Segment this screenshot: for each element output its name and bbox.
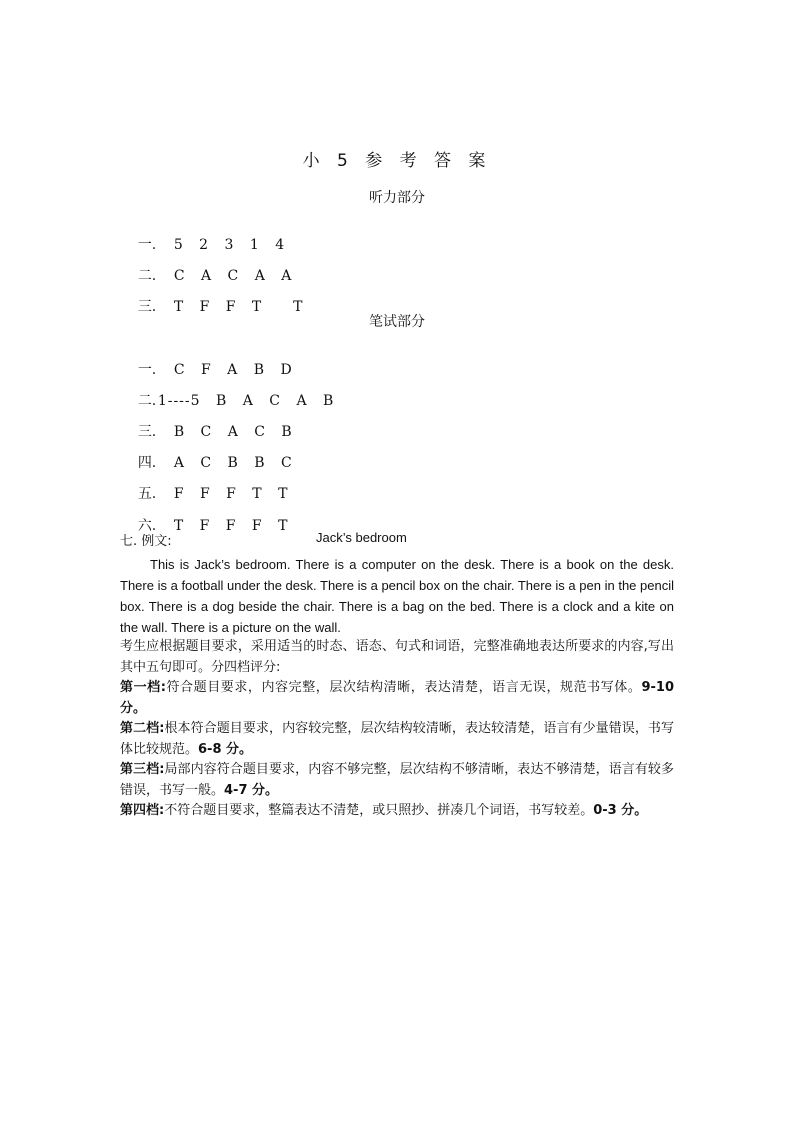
- listening-heading: 听力部分: [369, 190, 425, 206]
- scoring-criteria: [120, 637, 674, 822]
- criteria-intro: 考生应根据题目要求，采用适当的时态、语态、句式和词语，完整准确地表达所要求的内容,写出其中五句即可。分四档评分:: [120, 639, 674, 675]
- level-score: 0-3 分。: [593, 803, 648, 818]
- level-desc: 不符合题目要求，整篇表达不清楚，或只照抄、拼凑几个词语，书写较差。: [164, 803, 594, 818]
- row-answers: A C B B C: [173, 455, 293, 471]
- essay-label: 七. 例文:: [120, 534, 172, 549]
- criteria-level-2: [120, 719, 674, 760]
- criteria-level-4: [120, 801, 674, 822]
- page-title: 小 5 参 考 答 案: [302, 151, 492, 171]
- row-answers: 5 2 3 1 4: [173, 237, 286, 253]
- criteria-level-3: [120, 760, 674, 801]
- essay-title: Jack’s bedroom: [316, 530, 407, 545]
- level-name: 第三档:: [120, 762, 165, 777]
- level-desc: 符合题目要求，内容完整，层次结构清晰，表达清楚，语言无误，规范书写体。: [165, 680, 642, 695]
- row-number: 三.: [137, 424, 157, 440]
- row-answers: C A C A A: [173, 268, 293, 284]
- row-answers: B C A C B: [173, 424, 293, 440]
- row-number: 六.: [137, 518, 157, 534]
- row-number: 一.: [137, 237, 157, 253]
- level-desc: 局部内容符合题目要求，内容不够完整，层次结构不够清晰，表达不够清楚，语言有较多错误，书写一般。: [120, 762, 674, 798]
- row-number: 二.: [137, 268, 157, 284]
- level-score: 9-10 分。: [120, 680, 674, 716]
- row-answers: C F A B D: [173, 362, 293, 378]
- level-score: 6-8 分。: [198, 741, 253, 757]
- written-heading: 笔试部分: [369, 314, 425, 330]
- row-answers: T F F F T: [173, 518, 289, 534]
- level-score: 4-7 分。: [224, 782, 279, 798]
- row-number: 一.: [137, 362, 157, 378]
- row-number: 二.: [137, 393, 157, 409]
- row-answers: F F F T T: [173, 486, 289, 502]
- level-name: 第二档:: [120, 721, 165, 736]
- row-number: 五.: [137, 486, 157, 502]
- row-number: 四.: [137, 455, 157, 471]
- essay-text: This is Jack’s bedroom. There is a computer on the desk. There is a book on the desk. There is a football under the desk. There is a pencil box on the chair. There is a pen in the pencil box. There is a dog beside the chair. There is a bag on the bed. There is a clock and a kite on the wall. There is a picture on the wall.: [120, 557, 674, 635]
- row-answers: 1----5 B A C A B: [157, 393, 335, 409]
- criteria-level-1: [120, 678, 674, 719]
- level-desc: 根本符合题目要求，内容较完整，层次结构较清晰，表达较清楚，语言有少量错误，书写体比较规范。: [120, 721, 674, 757]
- level-name: 第四档:: [120, 803, 165, 818]
- row-answers: T F F T T: [173, 299, 304, 315]
- level-name: 第一档:: [120, 680, 166, 695]
- row-number: 三.: [137, 299, 157, 315]
